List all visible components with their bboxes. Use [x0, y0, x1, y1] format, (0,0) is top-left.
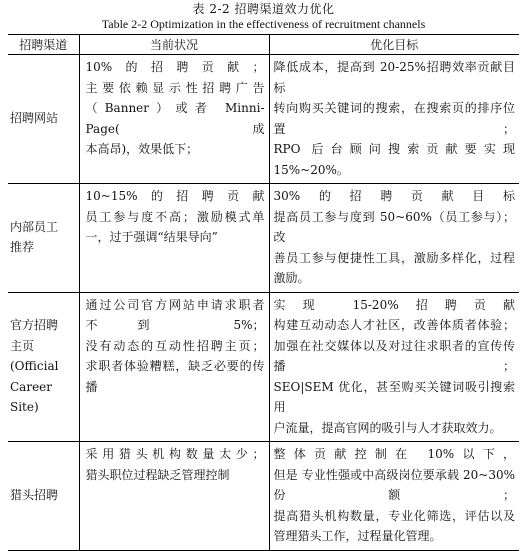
goal-line: 整体贡献控制在 10%以下， [273, 447, 515, 461]
status-line: 一，过于强调“结果导向” [85, 230, 218, 244]
goal-line: 加强在社交媒体以及对过往求职者的宣传传 [273, 338, 515, 353]
goal-cell [269, 292, 519, 442]
goal-line: 30%的招聘贡献目标 [273, 189, 515, 203]
header-channel: 招聘渠道 [8, 35, 79, 55]
table-caption-english: Table 2-2 Optimization in the effectiveness of recruitment channels [101, 17, 426, 31]
goal-line: SEO|SEM 优化，甚至购买关键词吸引搜索用 [273, 379, 515, 414]
status-line: 没有动态的互动性招聘主页； [85, 338, 265, 353]
goal-line: RPO 后台顾问搜索贡献要实现 15%~20%。 [273, 142, 515, 177]
status-cell [79, 292, 269, 442]
channel-line: (Official [10, 359, 59, 373]
channel-line: Career [10, 379, 53, 394]
goal-line: 降低成本，提高到 20-25%招聘效率贡献目标 [273, 60, 515, 95]
goal-line: 善员工参与便捷性工具，激励多样化，过程 [273, 250, 515, 265]
goal-line: 实现 15-20%招聘贡献 [273, 297, 515, 312]
status-line: 本高昂)，效果低下； [85, 142, 199, 156]
channel-line: 招聘网站 [10, 111, 59, 126]
table-header-row [8, 35, 519, 55]
goal-cell [269, 55, 519, 184]
table-row [8, 184, 519, 293]
status-line: 主要依赖显示性招聘广告 [85, 80, 265, 95]
goal-line: 但是 专业性强或中高级岗位要承载 20~30% [273, 467, 515, 482]
channel-line: 猎头招聘 [10, 488, 59, 502]
status-line: （Banner）或者 Minni-Page(成 [85, 101, 265, 136]
channel-line: 官方招聘 [10, 318, 59, 332]
status-line: 不到 5%； [85, 318, 265, 332]
status-line: 通过公司官方网站申请求职者 [85, 297, 265, 312]
channel-line: 推荐 [10, 240, 35, 255]
table-row [8, 55, 519, 184]
channel-cell [8, 442, 79, 551]
status-line: 播 [85, 379, 98, 394]
status-line: 员工参与度不高；激励模式单 [85, 209, 265, 224]
status-cell [79, 184, 269, 293]
channel-cell [8, 55, 79, 184]
goal-line: 构建互动动态人才社区，改善体质者体验； [273, 318, 515, 332]
channel-line: 主页 [10, 338, 35, 353]
goal-line: 管理猎头工作，过程量化管理。 [273, 529, 442, 543]
goal-line: 提高员工参与度到 50~60%（员工参与）；改 [273, 209, 515, 244]
table-row [8, 442, 519, 551]
table-caption-chinese: 表 2-2 招聘渠道效力优化 [192, 2, 335, 16]
channel-cell [8, 292, 79, 442]
channel-line: Site) [10, 400, 39, 414]
status-cell [79, 442, 269, 551]
channel-line: 内部员工 [10, 219, 59, 234]
status-line: 采用猎头机构数量太少； [85, 447, 265, 461]
recruitment-channel-table [8, 34, 519, 551]
status-line: 猎头职位过程缺乏管理控制 [85, 467, 230, 482]
status-line: 10~15%的招聘贡献 [85, 189, 265, 203]
header-optimization-goal: 优化目标 [269, 35, 519, 55]
goal-cell [269, 442, 519, 551]
goal-line: 激励。 [273, 271, 310, 285]
goal-line: 提高猎头机构数量，专业化筛选，评估以及 [273, 508, 515, 523]
goal-cell [269, 184, 519, 293]
channel-cell [8, 184, 79, 293]
status-line: 求职者体验糟糕，缺乏必要的传 [85, 359, 265, 373]
table-row [8, 292, 519, 442]
goal-line: 播； [273, 359, 515, 373]
header-current-status: 当前状况 [79, 35, 269, 55]
goal-line: 转向购买关键词的搜索，在搜索页的排序位置； [273, 101, 515, 136]
status-cell [79, 55, 269, 184]
goal-line: 户流量，提高官网的吸引与人才获取效力。 [273, 420, 502, 435]
goal-line: 份额； [273, 488, 515, 502]
status-line: 10%的招聘贡献； [85, 60, 265, 74]
